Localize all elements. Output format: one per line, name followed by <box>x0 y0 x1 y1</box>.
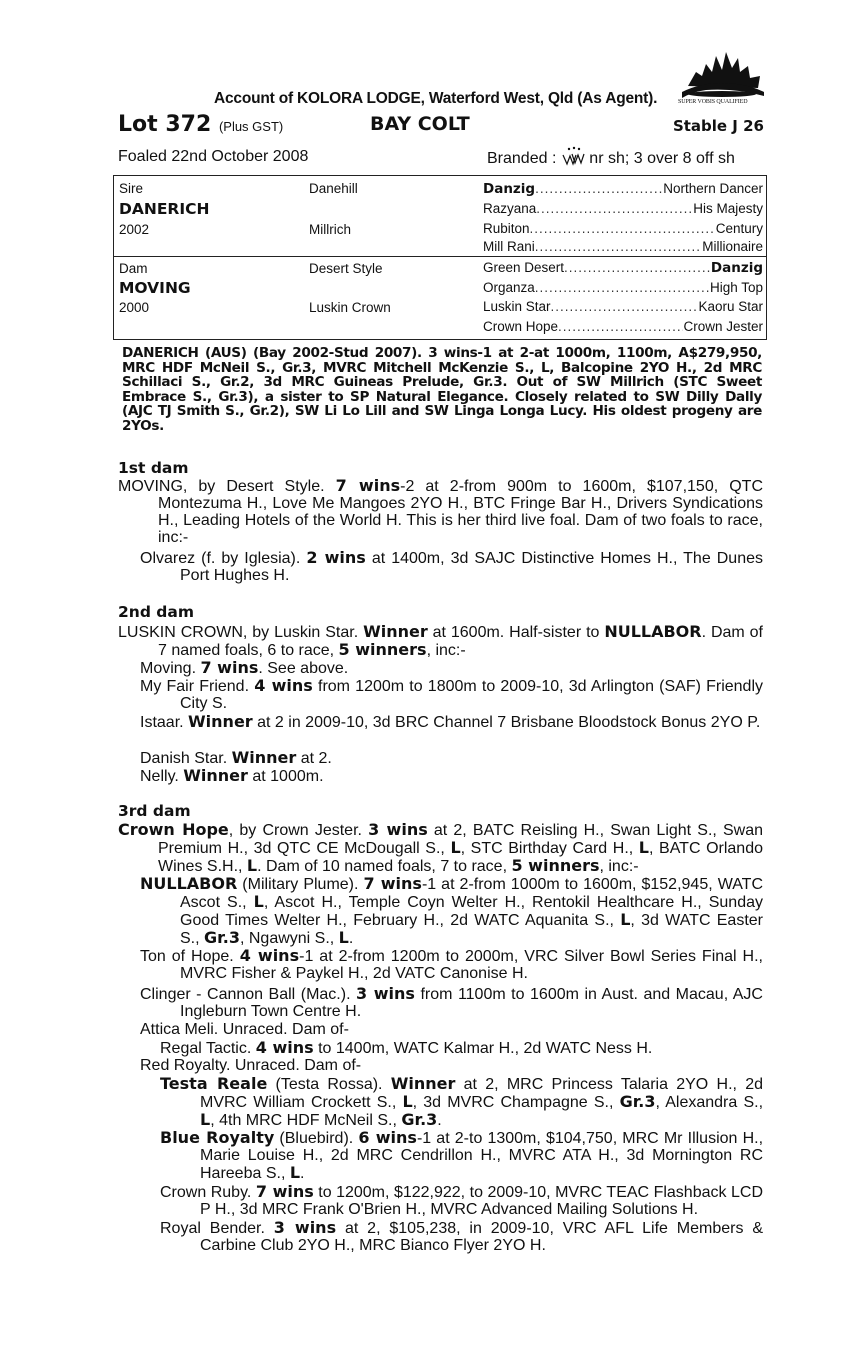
dam-name: MOVING <box>119 279 191 297</box>
vendor-account: Account of KOLORA LODGE, Waterford West, Qld (As Agent). <box>214 90 658 107</box>
gg-name: Crown Hope <box>483 319 559 334</box>
sire-summary: DANERICH (AUS) (Bay 2002-Stud 2007). 3 wins-1 at 2-at 1000m, 1100m, A$279,950, MRC HDF McNeil S., Gr.3, MVRC Mitchell McKenzie S., L, Balcopine 2YO H., 2d MRC Schillaci S., Gr.2, 3d MRC Guineas Prelude, Gr.3. Out of SW Millrich (STC Sweet Embrace S., Gr.3), a sister to SP Natural Elegance. Closely related to SW Dilly Dally (AJC TJ Smith S., Gr.2), SW Li Lo Lill and SW Linga Longa Lucy. His oldest progeny are 2YOs. <box>122 345 762 434</box>
sire-label: Sire <box>119 181 144 196</box>
third-dam-heading: 3rd dam <box>118 802 191 820</box>
gg-name: Organza <box>483 280 535 295</box>
gg-name: Green Desert <box>483 260 565 275</box>
gg-sire: Millionaire <box>702 239 763 254</box>
pedigree-gg-row <box>483 239 763 254</box>
dam-paragraph: MOVING, by Desert Style. 7 wins-2 at 2-from 900m to 1600m, $107,150, QTC Montezuma H., Love Me Mangoes 2YO H., BTC Fringe Bar H., Drivers Syndications H., Leading Hotels of the World H. This is her third live foal. Dam of two foals to race, inc:- <box>118 476 763 546</box>
gg-sire: His Majesty <box>693 201 763 216</box>
logo-caption: SUPER VOBIS QUALIFIED <box>678 99 748 105</box>
gg-sire: Crown Jester <box>683 319 763 334</box>
pedigree-gg-row <box>483 201 763 216</box>
pedigree-gg-row <box>483 280 763 295</box>
pedigree-gg-row <box>483 319 763 334</box>
progeny-item: Istaar. Winner at 2 in 2009-10, 3d BRC Channel 7 Brisbane Bloodstock Bonus 2YO P. <box>140 712 761 731</box>
progeny-item: Olvarez (f. by Iglesia). 2 wins at 1400m, 3d SAJC Distinctive Homes H., The Dunes Port Hughes H. <box>140 548 763 584</box>
dam-paragraph: Crown Hope, by Crown Jester. 3 wins at 2, BATC Reisling H., Swan Light S., Swan Premium H., 3d QTC CE McDougall S., L, STC Birthday Card H., L, BATC Orlando Wines S.H., L. Dam of 10 named foals, 7 to race, 5 winners, inc:- <box>118 820 764 875</box>
gg-name: Danzig <box>483 181 536 197</box>
lot-line <box>118 112 764 140</box>
gg-sire: Northern Dancer <box>663 181 763 196</box>
progeny-item: Red Royalty. Unraced. Dam of- <box>140 1057 362 1074</box>
stable-number: Stable J 26 <box>672 117 764 135</box>
progeny-item: Danish Star. Winner at 2. <box>140 748 332 767</box>
gg-sire: Kaoru Star <box>698 299 763 314</box>
dam-sire: Desert Style <box>309 261 383 276</box>
first-dam-heading: 1st dam <box>118 459 189 477</box>
pedigree-divider <box>114 256 766 257</box>
progeny-item: Moving. 7 wins. See above. <box>140 658 349 677</box>
pedigree-gg-row <box>483 299 763 314</box>
progeny-item: Crown Ruby. 7 wins to 1200m, $122,922, to 2009-10, MVRC TEAC Flashback LCD P H., 3d MRC Frank O'Brien H., MVRC Advanced Mailing Solutions H. <box>160 1182 764 1218</box>
sex-colour: BAY COLT <box>370 113 470 135</box>
branded-detail: nr sh; 3 over 8 off sh <box>589 150 735 167</box>
gg-sire: Danzig <box>710 260 763 276</box>
dam-dam: Luskin Crown <box>309 300 391 315</box>
progeny-item: Royal Bender. 3 wins at 2, $105,238, in 2009-10, VRC AFL Life Members & Carbine Club 2YO H., MRC Bianco Flyer 2YO H. <box>160 1218 764 1254</box>
lot-prefix: Lot <box>118 112 158 137</box>
sire-sire: Danehill <box>309 181 358 196</box>
dam-paragraph: LUSKIN CROWN, by Luskin Star. Winner at 1600m. Half-sister to NULLABOR. Dam of 7 named foals, 6 to race, 5 winners, inc:- <box>118 622 763 659</box>
dam-year: 2000 <box>119 300 150 315</box>
pedigree-table <box>113 175 767 340</box>
foaled-date: Foaled 22nd October 2008 <box>118 148 309 165</box>
brand-info <box>487 146 735 168</box>
lot-number: 372 <box>165 112 212 137</box>
gg-name: Luskin Star <box>483 299 551 314</box>
progeny-item: Regal Tactic. 4 wins to 1400m, WATC Kalmar H., 2d WATC Ness H. <box>160 1038 653 1057</box>
plus-gst-note: (Plus GST) <box>218 119 284 134</box>
progeny-item: NULLABOR (Military Plume). 7 wins-1 at 2-from 1000m to 1600m, $152,945, WATC Ascot S., L, Ascot H., Temple Coyn Welter H., Rentokil Healthcare H., Sunday Good Times Welter H., February H., 2d WATC Aquanita S., L, 3d WATC Easter S., Gr.3, Ngawyni S., L. <box>140 874 764 947</box>
progeny-item: My Fair Friend. 4 wins from 1200m to 1800m to 2009-10, 3d Arlington (SAF) Friendly City S. <box>140 676 764 712</box>
gg-sire: High Top <box>709 280 763 295</box>
progeny-item: Attica Meli. Unraced. Dam of- <box>140 1021 349 1038</box>
branded-label: Branded : <box>487 150 557 167</box>
lot-heading <box>118 112 283 137</box>
gg-name: Razyana <box>483 201 537 216</box>
progeny-item: Clinger - Cannon Ball (Mac.). 3 wins from 1100m to 1600m in Aust. and Macau, AJC Ingleburn Town Centre H. <box>140 984 763 1020</box>
brand-mark-icon <box>561 146 585 166</box>
sire-dam: Millrich <box>309 222 351 237</box>
pedigree-gg-row <box>483 221 763 236</box>
progeny-item: Ton of Hope. 4 wins-1 at 2-from 1200m to 2000m, VRC Silver Bowl Series Final H., MVRC Fisher & Paykel H., 2d VATC Canonise H. <box>140 946 763 982</box>
sire-name: DANERICH <box>119 200 210 218</box>
progeny-item: Nelly. Winner at 1000m. <box>140 766 324 785</box>
gg-name: Mill Rani <box>483 239 535 254</box>
progeny-item: Blue Royalty (Bluebird). 6 wins-1 at 2-to 1300m, $104,750, MRC Mr Illusion H., Marie Louise H., 2d MRC Cendrillon H., MVRC ATA H., 3d Mornington RC Hareeba S., L. <box>160 1128 764 1182</box>
breeder-logo <box>676 42 768 108</box>
progeny-item: Testa Reale (Testa Rossa). Winner at 2, MRC Princess Talaria 2YO H., 2d MVRC William Crockett S., L, 3d MVRC Champagne S., Gr.3, Alexandra S., L, 4th MRC HDF McNeil S., Gr.3. <box>160 1074 764 1129</box>
sire-year: 2002 <box>119 222 150 237</box>
second-dam-heading: 2nd dam <box>118 603 195 621</box>
pedigree-gg-row <box>483 260 763 276</box>
gg-name: Rubiton <box>483 221 530 236</box>
pedigree-gg-row <box>483 181 763 197</box>
dam-label: Dam <box>119 261 148 276</box>
gg-sire: Century <box>715 221 763 236</box>
